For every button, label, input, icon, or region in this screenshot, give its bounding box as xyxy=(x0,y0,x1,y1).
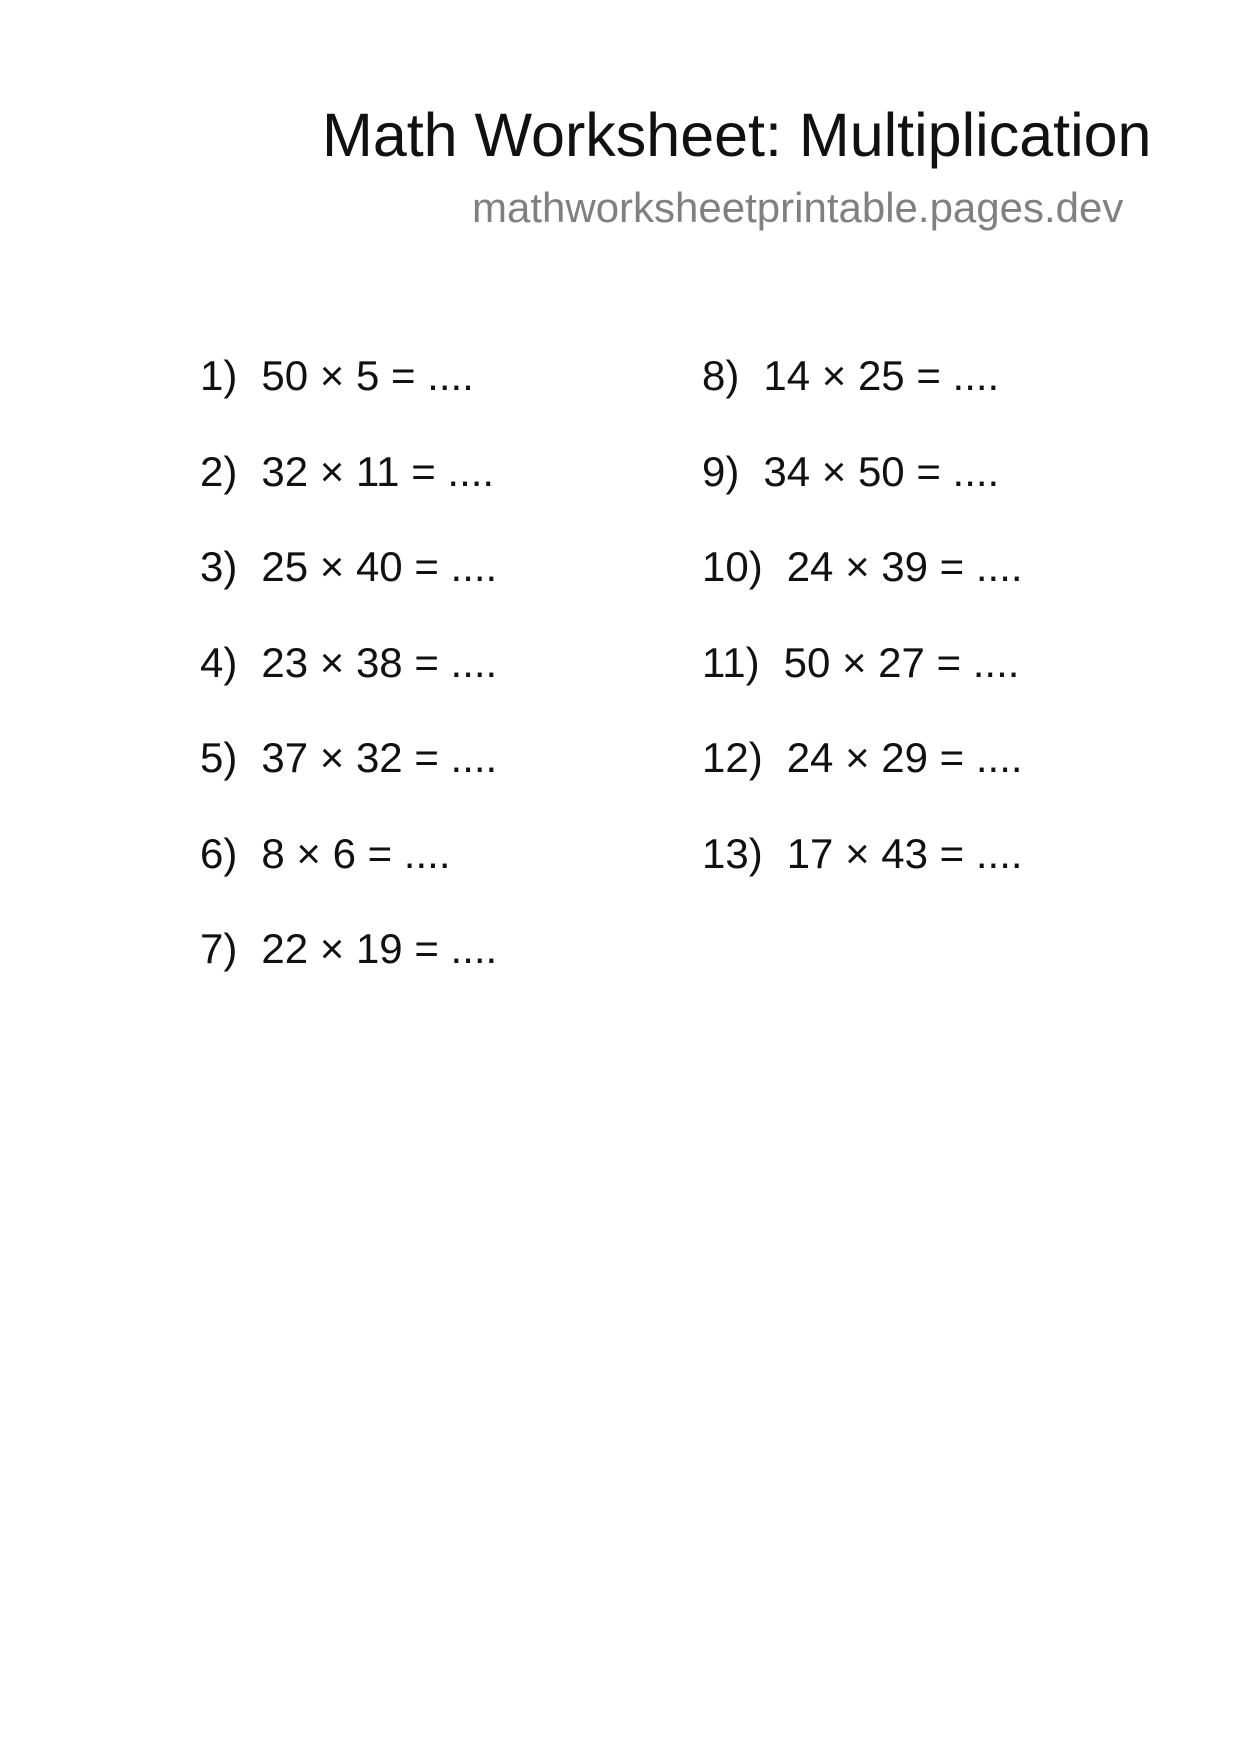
problem-expression: 8 × 6 = .... xyxy=(261,829,451,877)
problem-number: 9) xyxy=(702,447,740,495)
problem-number: 10) xyxy=(702,543,763,590)
problem-number: 7) xyxy=(200,925,238,972)
problem-expression: 32 × 11 = .... xyxy=(261,447,495,495)
problem-number: 12) xyxy=(702,734,763,781)
problems-column-right xyxy=(702,352,1023,925)
problem-item xyxy=(200,543,497,639)
problem-expression: 50 × 27 = .... xyxy=(783,638,1020,686)
problem-number: 4) xyxy=(200,638,238,686)
problem-number: 5) xyxy=(200,734,238,781)
problem-item xyxy=(702,448,1023,544)
problem-item xyxy=(702,543,1023,639)
problem-expression: 22 × 19 = .... xyxy=(261,925,498,972)
problem-item xyxy=(200,639,497,735)
problem-expression: 34 × 50 = .... xyxy=(763,447,1000,495)
problem-item xyxy=(200,925,497,1021)
problem-number: 3) xyxy=(200,543,238,590)
problem-expression: 37 × 32 = .... xyxy=(261,734,498,781)
problems-column-left xyxy=(200,352,497,1021)
problem-item xyxy=(200,830,497,926)
problem-item xyxy=(702,639,1023,735)
problem-number: 1) xyxy=(200,352,238,399)
problem-item xyxy=(200,352,497,448)
problem-expression: 50 × 5 = .... xyxy=(261,352,474,399)
problem-expression: 24 × 29 = .... xyxy=(786,734,1023,781)
problem-number: 6) xyxy=(200,829,238,877)
problem-number: 13) xyxy=(702,829,763,877)
problem-expression: 25 × 40 = .... xyxy=(261,543,498,590)
problem-expression: 23 × 38 = .... xyxy=(261,638,498,686)
problem-item xyxy=(702,352,1023,448)
problem-number: 11) xyxy=(702,638,760,686)
problem-expression: 14 × 25 = .... xyxy=(763,352,1000,399)
problem-item xyxy=(200,448,497,544)
problem-number: 8) xyxy=(702,352,740,399)
problem-item xyxy=(200,734,497,830)
worksheet-title: Math Worksheet: Multiplication xyxy=(322,101,1152,169)
problem-item xyxy=(702,830,1023,926)
website-url: mathworksheetprintable.pages.dev xyxy=(472,184,1124,231)
problem-item xyxy=(702,734,1023,830)
problem-expression: 17 × 43 = .... xyxy=(786,829,1023,877)
problem-number: 2) xyxy=(200,447,238,495)
problem-expression: 24 × 39 = .... xyxy=(786,543,1023,590)
